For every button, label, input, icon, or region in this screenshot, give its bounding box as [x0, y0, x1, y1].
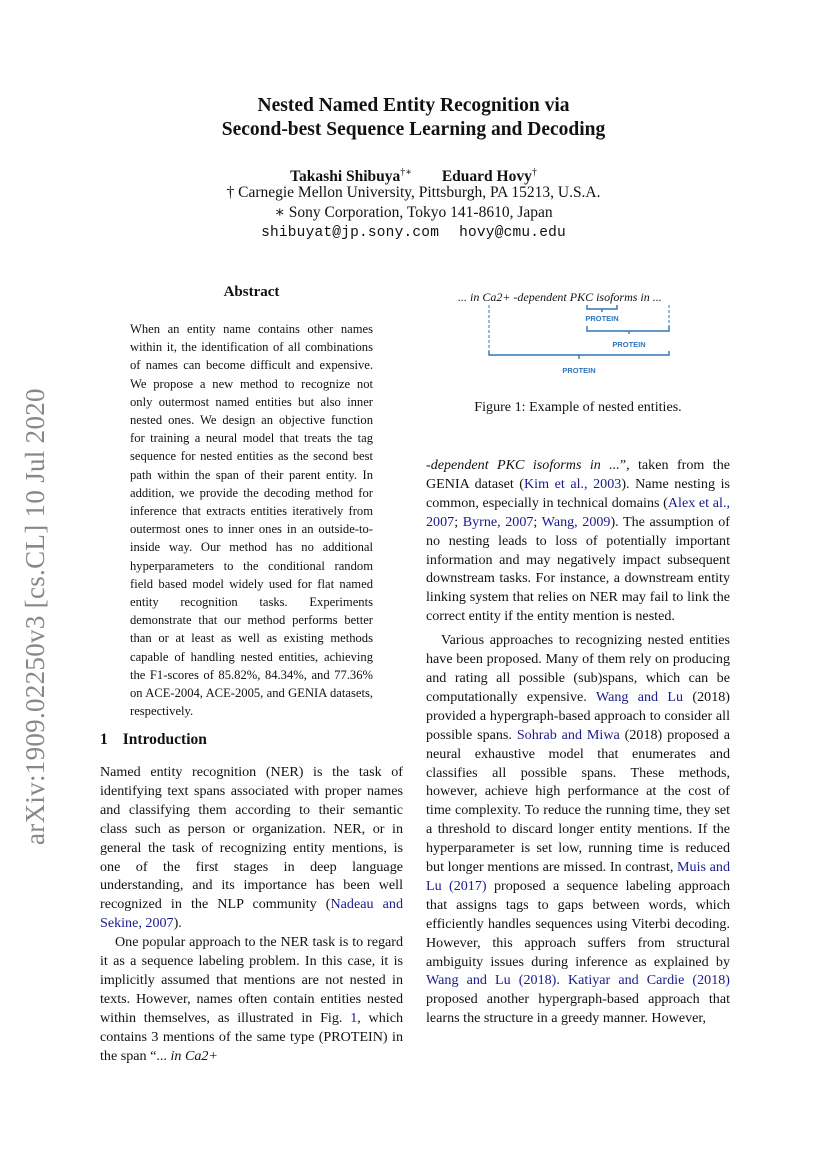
- citation-year: (2018): [683, 688, 731, 705]
- text-run: Various approaches to recognizing nested entities have been proposed. Many of them rely on producing and rating all possible (sub)spans, which can be computationally expensive.: [426, 632, 730, 705]
- paragraph: [426, 456, 730, 626]
- figure-caption: Figure 1: Example of nested entities.: [474, 399, 682, 415]
- paragraph: [426, 631, 730, 1028]
- citation-link[interactable]: Wang, 2009: [541, 513, 611, 530]
- citation-year: (2018): [619, 726, 663, 743]
- citation-link[interactable]: Kim et al., 2003: [524, 475, 622, 492]
- text-run: ;: [454, 513, 463, 530]
- affiliation: † Carnegie Mellon University, Pittsburgh, PA 15213, U.S.A.: [226, 184, 601, 201]
- paragraph: [100, 763, 403, 933]
- text-run: proposed a neural exhaustive model that enumerates and classifies all possible spans. These methods, however, achieve high performance at the cost of time complexity. To reduce the running time, they set a threshold to discard longer entity mentions. If the hyperparameter is set low, running time is reduced but longer mentions are missed. In contrast,: [426, 726, 730, 876]
- citation-link[interactable]: Katiyar and Cardie (2018): [567, 972, 730, 989]
- citation-link[interactable]: Byrne, 2007: [462, 513, 534, 530]
- svg-text:PROTEIN: PROTEIN: [612, 340, 646, 349]
- citation-link[interactable]: Muis and Lu (2017): [426, 859, 730, 894]
- paragraph: [100, 933, 403, 1065]
- title-line-2: Second-best Sequence Learning and Decoding: [221, 119, 606, 140]
- author-name: Takashi Shibuya: [290, 168, 401, 186]
- text-run: , which contains 3 mentions of the same type (PROTEIN) in the span “...: [100, 1009, 403, 1064]
- citation-link[interactable]: Wang and Lu: [595, 688, 684, 705]
- example-span: in Ca2+: [170, 1047, 218, 1064]
- text-run: ). The assumption of no nesting leads to loss of potentially important information and may negatively impact subsequent downstream tasks. For instance, a downstream entity linking system that relies on NER may fail to link the correct entity if the entity mention is nested.: [426, 513, 730, 625]
- text-run: .: [556, 972, 568, 989]
- text-run: One popular approach to the NER task is to regard it as a sequence labeling problem. In this case, it is implicitly assumed that mentions are not nested in texts. However, names often contain entities nested within themselves, as illustrated in Fig.: [100, 934, 403, 1026]
- text-run: proposed another hypergraph-based approach that learns the structure in a greedy manner. However,: [426, 991, 730, 1027]
- section-title: Introduction: [122, 731, 207, 748]
- figure-ref-link[interactable]: 1: [350, 1009, 358, 1026]
- text-run: provided a hypergraph-based approach to consider all possible spans.: [426, 707, 730, 743]
- text-run: ”, taken from the GENIA dataset (: [426, 457, 730, 492]
- text-run: ;: [533, 513, 542, 530]
- abstract-text: When an entity name contains other names within it, the identification of all combinations of names can become difficult and expensive. We propose a new method to recognize not only outermost named entities but also inner nested ones. We design an objective function for training a neural model that treats the tag sequence for nested entities as the second best path within the span of their parent entity. In addition, we provide the decoding method for inference that extracts entities iteratively from outermost ones to inner ones in an outside-to-inside way. Our method has no additional hyperparameters to the conditional random field based model widely used for flat named entity recognition tasks. Experiments demonstrate that our method performs better than or at least as well as existing methods capable of handling nested entities, achieving the F1-scores of 85.82%, 84.34%, and 77.36% on ACE-2004, ACE-2005, and GENIA datasets, respectively.: [130, 322, 373, 719]
- svg-text:PROTEIN: PROTEIN: [585, 314, 619, 323]
- figure-1: [440, 284, 730, 384]
- author-emails: [0, 223, 827, 243]
- title-line-1: Nested Named Entity Recognition via: [257, 95, 570, 116]
- affiliation: ∗ Sony Corporation, Tokyo 141-8610, Japan: [274, 204, 553, 221]
- citation-link[interactable]: Sohrab and Miwa: [516, 726, 620, 743]
- svg-text:... in Ca2+ -dependent PKC: ... in Ca2+ -dependent PKC isoforms in ...: [458, 290, 662, 304]
- citation-link[interactable]: Alex et al., 2007: [426, 494, 730, 530]
- intro-left-column: [100, 763, 403, 1066]
- section-number: 1: [100, 731, 108, 748]
- paper-title: [0, 94, 827, 142]
- svg-text:PROTEIN: PROTEIN: [562, 366, 596, 375]
- arxiv-stamp: arXiv:1909.02250v3 [cs.CL] 10 Jul 2020: [20, 388, 50, 845]
- author-marks: †∗: [400, 167, 413, 178]
- text-run: ). Name nesting is common, especially in technical domains (: [426, 475, 730, 511]
- text-run: proposed a sequence labeling approach that assigns tags to gaps between words, which efficiently handles sequences using Viterbi decoding. However, this approach suffers from structural ambiguity issues during inference as explained by: [426, 877, 730, 970]
- author-name: Eduard Hovy: [441, 168, 532, 186]
- example-span: -dependent PKC isoforms in ...: [426, 457, 620, 473]
- text-run: ).: [173, 915, 182, 932]
- text-run: Named entity recognition (NER) is the task of identifying text spans associated with proper names and classifying them according to their semantic class such as person or organization. NER, or in general the task of recognizing entity mentions, is one of the first stages in deep language understanding, and its importance has been well recognized in the NLP community (: [100, 764, 403, 913]
- abstract-heading: Abstract: [223, 284, 280, 300]
- citation-link[interactable]: Nadeau and Sekine, 2007: [100, 896, 403, 932]
- author-marks: †: [531, 167, 537, 178]
- intro-right-column: [426, 456, 730, 1028]
- email: shibuyat@jp.sony.com: [261, 225, 440, 241]
- citation-link[interactable]: Wang and Lu (2018): [426, 972, 557, 989]
- email: hovy@cmu.edu: [459, 225, 566, 241]
- nested-entity-diagram: [440, 284, 730, 384]
- section-heading: [100, 731, 207, 749]
